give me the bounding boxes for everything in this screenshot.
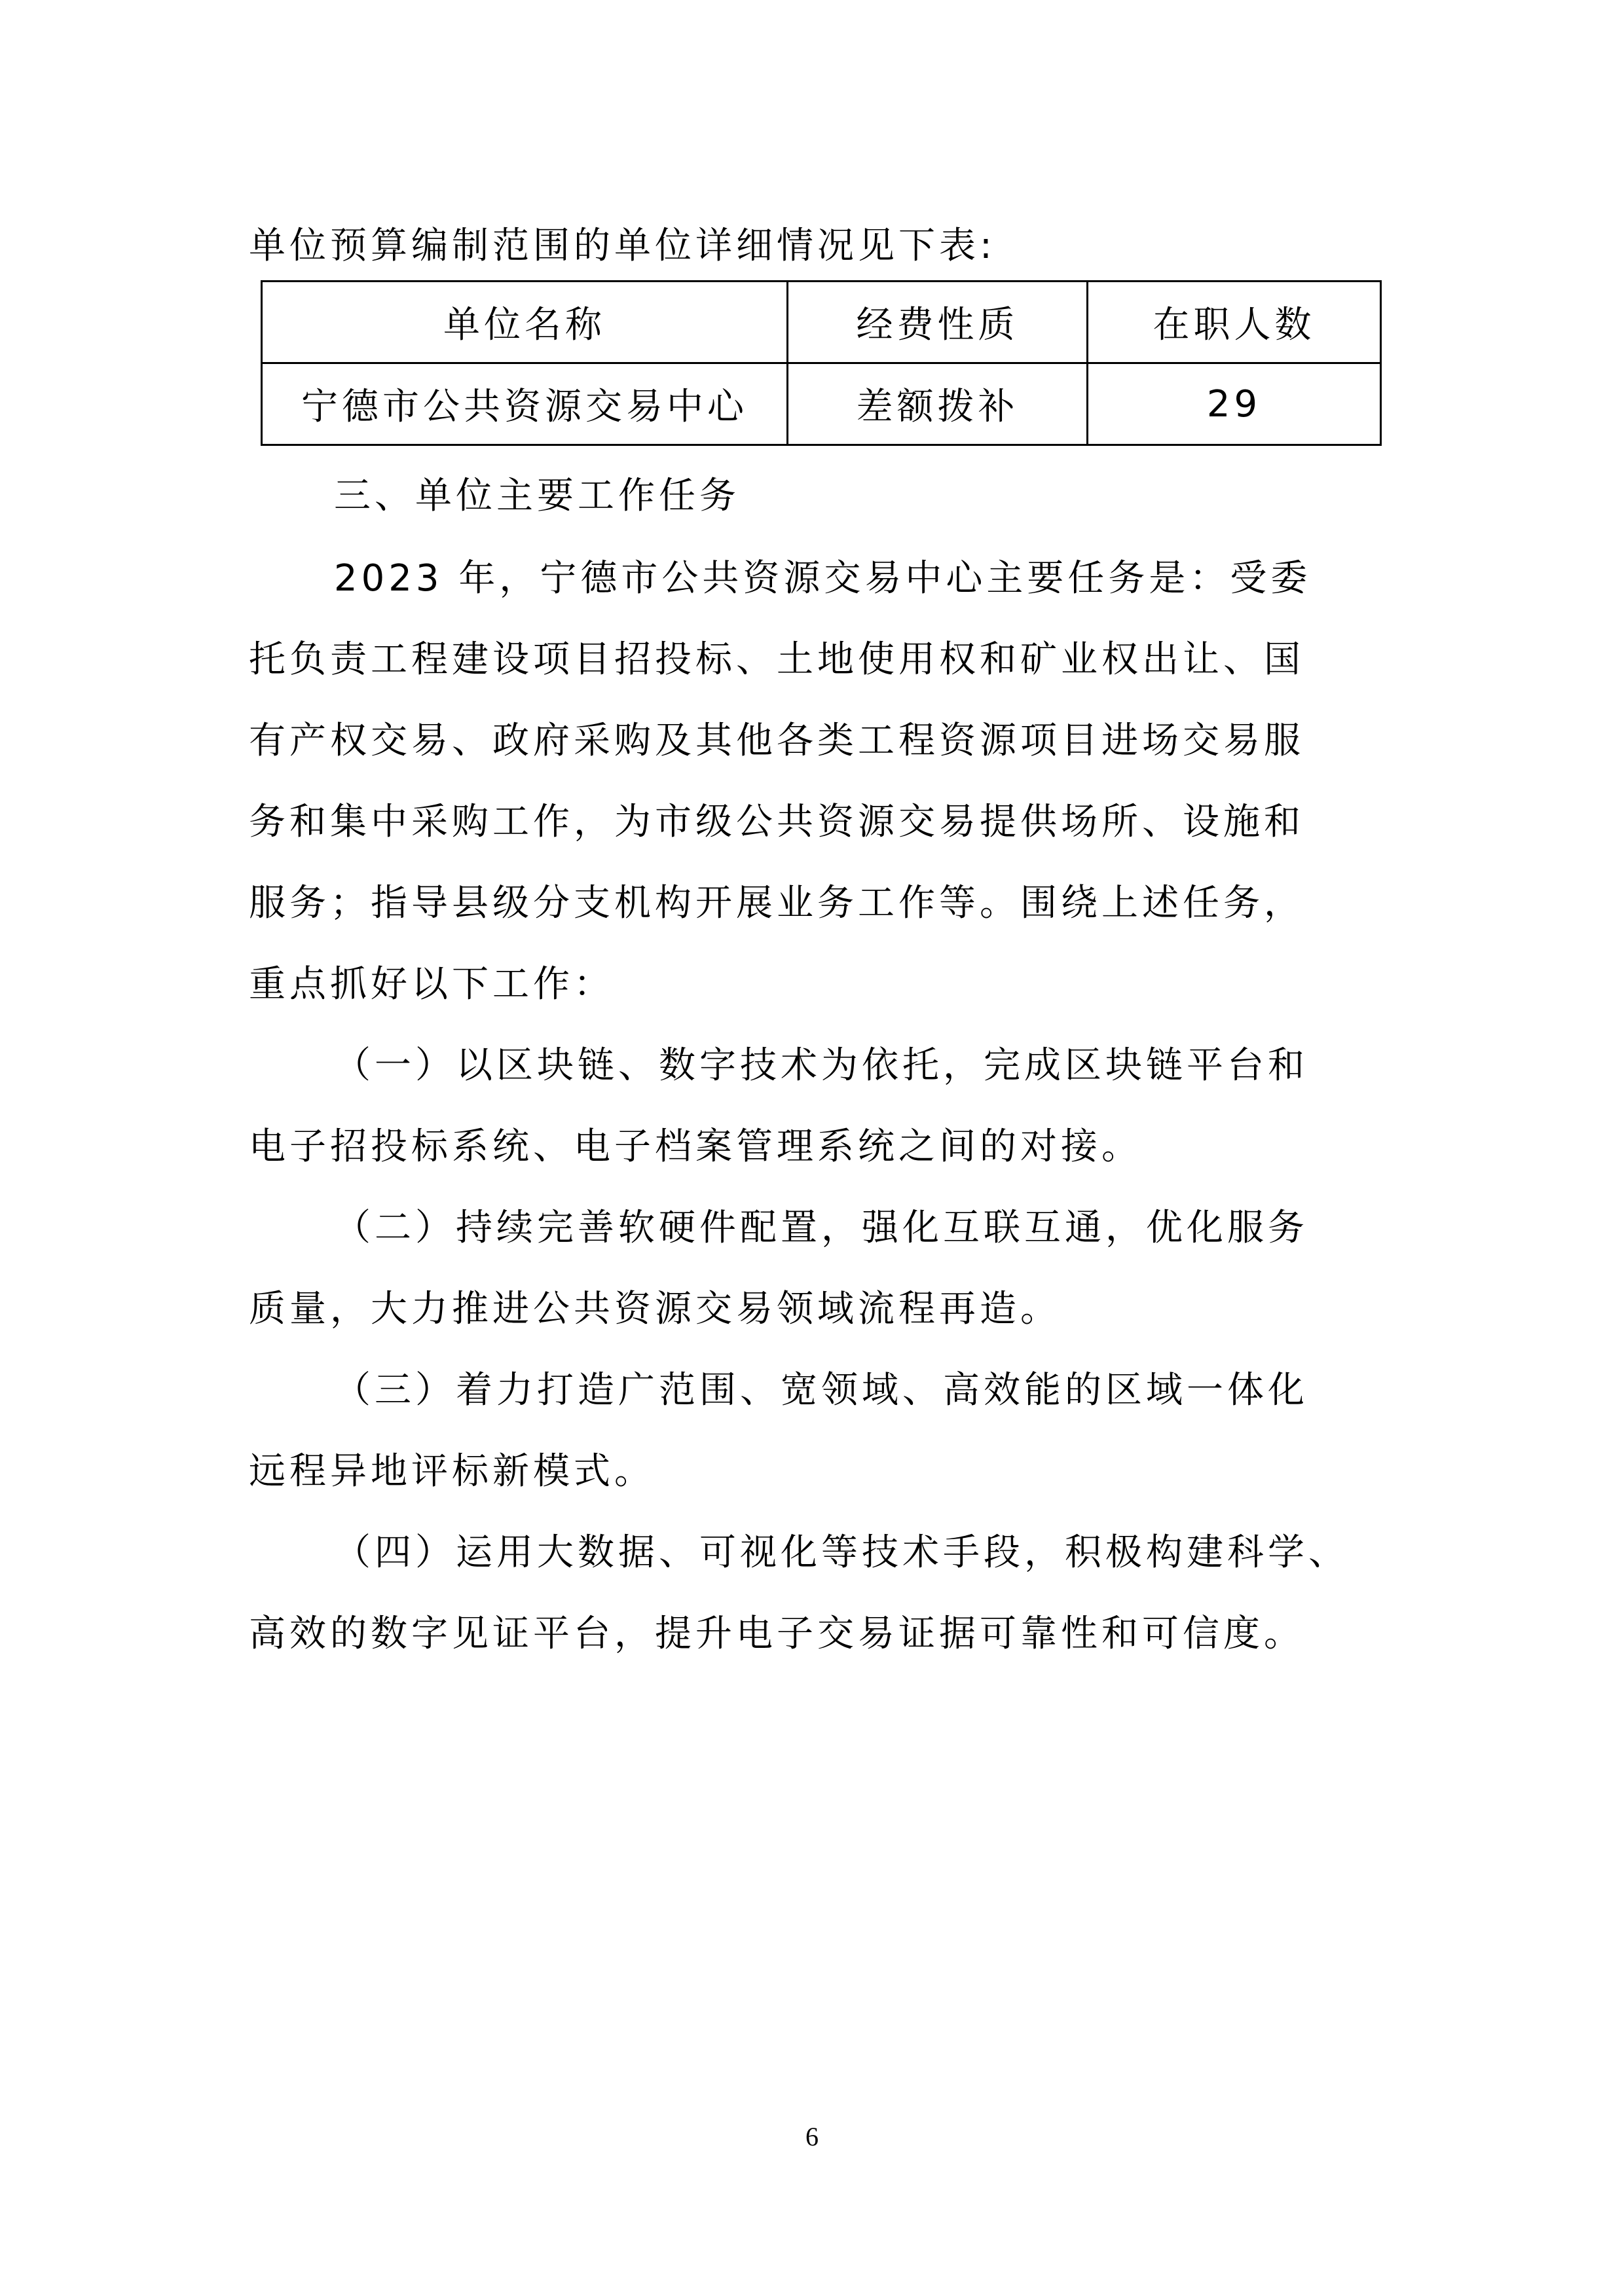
unit-table	[261, 280, 1382, 446]
table-header-row	[262, 282, 1381, 363]
table-row	[262, 363, 1381, 445]
header-unit-name: 单位名称	[262, 282, 788, 363]
item1-line: 电子招投标系统、电子档案管理系统之间的对接。	[249, 1125, 1142, 1168]
item4-line: 高效的数字见证平台，提升电子交易证据可靠性和可信度。	[249, 1613, 1304, 1655]
header-staff-count: 在职人数	[1088, 282, 1381, 363]
item3-line: 远程异地评标新模式。	[249, 1450, 655, 1493]
section-heading: 三、单位主要工作任务	[334, 475, 740, 517]
para1-line: 务和集中采购工作，为市级公共资源交易提供场所、设施和	[249, 801, 1304, 843]
para1-line: 2023 年，宁德市公共资源交易中心主要任务是：受委	[334, 557, 1312, 600]
para1-line: 有产权交易、政府采购及其他各类工程资源项目进场交易服	[249, 720, 1304, 762]
cell-staff-count: 29	[1088, 363, 1381, 445]
item1-line: （一）以区块链、数字技术为依托，完成区块链平台和	[334, 1044, 1308, 1087]
intro-text: 单位预算编制范围的单位详细情况见下表:	[249, 225, 996, 267]
header-funding-type: 经费性质	[788, 282, 1088, 363]
page-number: 6	[805, 2122, 819, 2151]
item2-line: 质量，大力推进公共资源交易领域流程再造。	[249, 1288, 1061, 1330]
cell-unit-name: 宁德市公共资源交易中心	[262, 363, 788, 445]
para1-line: 托负责工程建设项目招投标、土地使用权和矿业权出让、国	[249, 638, 1304, 681]
para1-line: 重点抓好以下工作：	[249, 963, 614, 1006]
item4-line: （四）运用大数据、可视化等技术手段，积极构建科学、	[334, 1531, 1349, 1574]
cell-funding-type: 差额拨补	[788, 363, 1088, 445]
item2-line: （二）持续完善软硬件配置，强化互联互通，优化服务	[334, 1207, 1308, 1249]
item3-line: （三）着力打造广范围、宽领域、高效能的区域一体化	[334, 1369, 1308, 1412]
para1-line: 服务；指导县级分支机构开展业务工作等。围绕上述任务，	[249, 882, 1304, 924]
